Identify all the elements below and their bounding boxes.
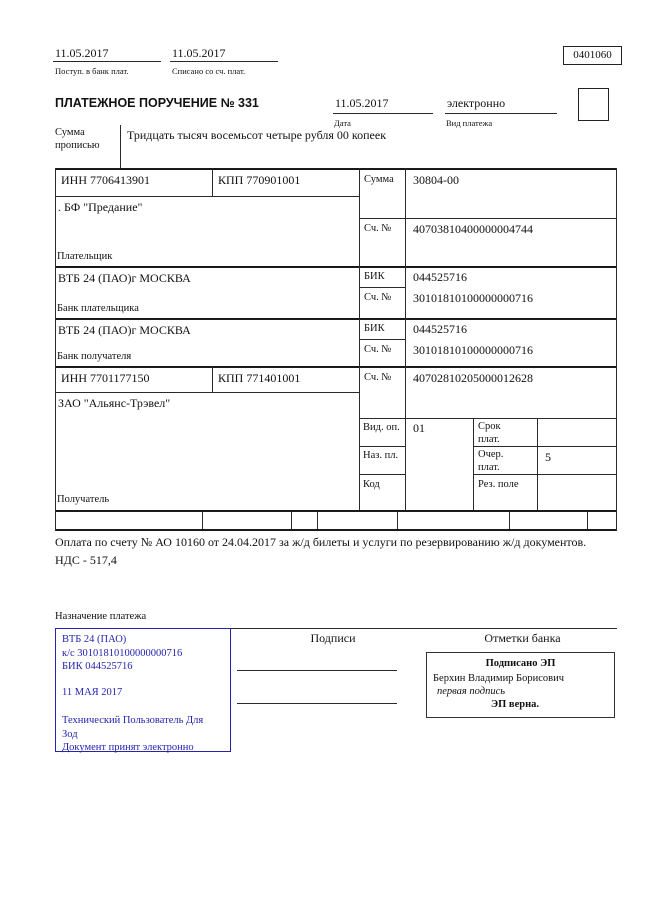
esign-box	[426, 652, 615, 718]
op-kind-label: Вид. оп.	[363, 422, 400, 433]
grid-line	[473, 418, 474, 510]
grid-line	[397, 512, 398, 529]
grid-line	[359, 339, 405, 340]
payee-bank-account: 30101810100000000716	[413, 343, 533, 357]
grid-line	[359, 218, 617, 219]
code-label: Код	[363, 479, 380, 490]
grid-line	[509, 512, 510, 529]
debited-date-label: Списано со сч. плат.	[172, 66, 246, 76]
payer-inn: ИНН 7706413901	[61, 173, 150, 187]
grid-line	[359, 287, 405, 288]
underline	[170, 61, 278, 62]
stamp-corr-account: к/с 30101810100000000716	[62, 647, 183, 659]
grid-line	[359, 418, 617, 419]
sum-value: 30804-00	[413, 173, 459, 187]
esign-verified: ЭП верна.	[491, 699, 540, 710]
stamp-user-line2: Зод	[62, 728, 78, 740]
purpose-code-label: Наз. пл.	[363, 450, 399, 461]
account-label: Сч. №	[364, 223, 392, 234]
grid-line	[212, 366, 213, 392]
payee-name: ЗАО "Альянс-Трэвел"	[58, 396, 171, 410]
payee-bank-name: ВТБ 24 (ПАО)г МОСКВА	[58, 323, 191, 337]
stamp-date: 11 МАЯ 2017	[62, 686, 123, 698]
payer-bank-bik: 044525716	[413, 270, 467, 284]
bik-label: БИК	[364, 271, 385, 282]
section-border	[55, 318, 617, 320]
payer-name: . БФ "Предание"	[58, 200, 143, 214]
payment-kind: электронно	[447, 96, 506, 110]
payee-label: Получатель	[57, 494, 110, 505]
grid-line	[120, 125, 121, 168]
document-date: 11.05.2017	[335, 96, 389, 110]
payee-inn: ИНН 7701177150	[61, 371, 150, 385]
stamp-user-line1: Технический Пользователь Для	[62, 715, 204, 726]
bank-marks-label: Отметки банка	[484, 631, 561, 645]
grid-line	[359, 474, 405, 475]
grid-line	[359, 168, 360, 510]
payee-bank-bik: 044525716	[413, 322, 467, 336]
date-label: Дата	[334, 118, 351, 128]
signature-line	[237, 670, 397, 671]
document-title: ПЛАТЕЖНОЕ ПОРУЧЕНИЕ № 331	[55, 96, 259, 110]
grid-line	[291, 512, 292, 529]
stamp-accepted: Документ принят электронно	[62, 742, 194, 753]
debited-date: 11.05.2017	[172, 46, 226, 60]
section-border	[55, 510, 617, 512]
account-label: Сч. №	[364, 372, 392, 383]
table-border	[55, 529, 617, 531]
table-border	[616, 168, 617, 531]
grid-line	[359, 446, 405, 447]
stamp-bank: ВТБ 24 (ПАО)	[62, 634, 127, 645]
signatures-label: Подписи	[310, 631, 356, 645]
esign-signer: Берхин Владимир Борисович	[433, 673, 564, 684]
res-field-label: Рез. поле	[478, 479, 519, 490]
purpose-text: Оплата по счету № АО 10160 от 24.04.2017 за ж/д билеты и услуги по резервированию ж/д документов. НДС - 517,4	[55, 535, 587, 567]
payer-bank-label: Банк плательщика	[57, 303, 139, 314]
amount-words-value: Тридцать тысяч восемьсот четыре рубля 00 копеек	[127, 128, 387, 142]
pay-term-label: Срок плат.	[478, 421, 501, 445]
pay-order-label: Очер. плат.	[478, 449, 504, 473]
stamp-bik: БИК 044525716	[62, 661, 133, 672]
grid-line	[473, 474, 617, 475]
underline	[333, 113, 433, 114]
grid-line	[587, 512, 588, 529]
esign-title: Подписано ЭП	[485, 658, 556, 669]
received-date: 11.05.2017	[55, 46, 109, 60]
esign-kind: первая подпись	[437, 686, 506, 697]
sum-label: Сумма	[364, 174, 394, 185]
table-border	[55, 168, 56, 531]
account-label: Сч. №	[364, 292, 392, 303]
underline	[53, 61, 161, 62]
op-kind-value: 01	[413, 421, 425, 435]
amount-words-label: Сумма прописью	[55, 127, 100, 151]
payer-bank-name: ВТБ 24 (ПАО)г МОСКВА	[58, 271, 191, 285]
received-date-label: Поступ. в банк плат.	[55, 66, 129, 76]
form-code-box: 0401060	[563, 46, 622, 65]
payee-bank-label: Банк получателя	[57, 351, 132, 362]
grid-line	[55, 196, 359, 197]
grid-line	[537, 418, 538, 510]
purpose-label: Назначение платежа	[55, 611, 147, 622]
pay-order-value: 5	[545, 450, 551, 464]
bik-label: БИК	[364, 323, 385, 334]
section-border	[55, 366, 617, 368]
payee-account: 40702810205000012628	[413, 371, 533, 385]
grid-line	[202, 512, 203, 529]
payer-bank-account: 30101810100000000716	[413, 291, 533, 305]
payee-kpp: КПП 771401001	[218, 371, 301, 385]
grid-line	[317, 512, 318, 529]
account-label: Сч. №	[364, 344, 392, 355]
payer-label: Плательщик	[57, 251, 113, 262]
checkbox-box	[578, 88, 609, 121]
underline	[445, 113, 557, 114]
grid-line	[473, 446, 617, 447]
payer-account: 40703810400000004744	[413, 222, 533, 236]
grid-line	[212, 168, 213, 196]
payment-kind-label: Вид платежа	[446, 118, 493, 128]
grid-line	[405, 168, 406, 510]
table-border	[55, 168, 617, 170]
section-border	[55, 266, 617, 268]
payer-kpp: КПП 770901001	[218, 173, 301, 187]
grid-line	[55, 392, 359, 393]
bank-stamp	[55, 628, 231, 752]
signature-line	[237, 703, 397, 704]
